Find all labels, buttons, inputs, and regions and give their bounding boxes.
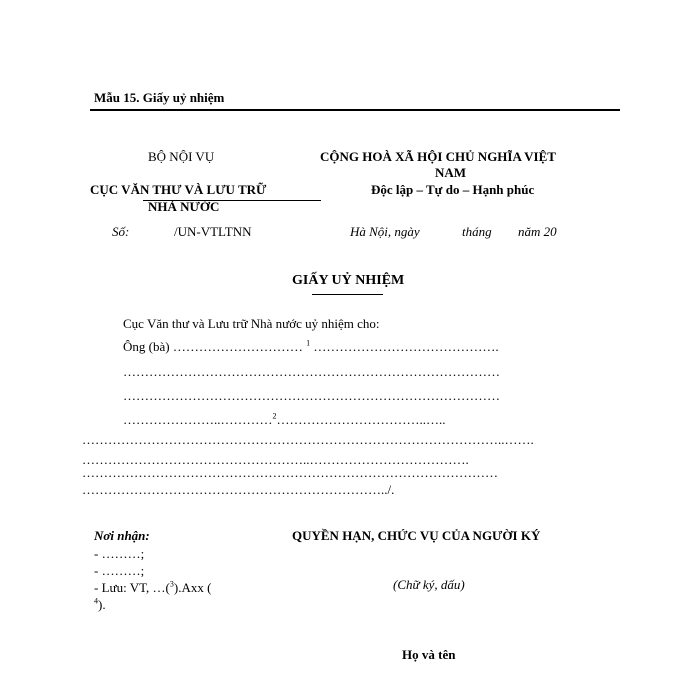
- department-name-line2: NHÀ NƯỚC: [148, 199, 220, 214]
- name-suffix: …………………………………….: [313, 339, 499, 354]
- title-underline: [312, 294, 383, 295]
- item3-end: ).: [98, 597, 106, 612]
- line4-prefix: …………………..…………: [123, 412, 273, 427]
- motto: Độc lập – Tự do – Hạnh phúc: [371, 182, 535, 197]
- name-prefix: Ông (bà) …………………………: [123, 339, 303, 354]
- name-line: [123, 339, 499, 355]
- signer-title: QUYỀN HẠN, CHỨC VỤ CỦA NGƯỜI KÝ: [292, 528, 541, 543]
- national-title: CỘNG HOÀ XÃ HỘI CHỦ NGHĨA VIỆT: [320, 149, 556, 164]
- body-line-2: ……………………………………………………………………………: [123, 364, 500, 379]
- footnote-2: 2: [272, 411, 277, 421]
- body-line-4: [123, 412, 446, 428]
- footnote-4: 4: [94, 596, 98, 606]
- place-date: Hà Nội, ngày: [350, 224, 420, 239]
- item3-prefix: - Lưu: VT, …(: [94, 580, 170, 595]
- recipient-item-3: [94, 580, 211, 596]
- date-year: năm 20: [518, 224, 557, 239]
- national-title-line2: NAM: [435, 165, 467, 180]
- form-label: Mẫu 15. Giấy uỷ nhiệm: [94, 90, 225, 105]
- signature-note: (Chữ ký, dấu): [393, 577, 465, 592]
- body-line-8: ……………………………………………………………../.: [82, 482, 395, 497]
- signer-name: Họ và tên: [402, 647, 456, 662]
- document-title: GIẤY UỶ NHIỆM: [292, 273, 405, 288]
- department-name: CỤC VĂN THƯ VÀ LƯU TRỮ: [90, 182, 267, 197]
- recipient-item-3-end: [94, 597, 106, 613]
- recipients-label: Nơi nhận:: [94, 528, 150, 543]
- line4-suffix: ……………………………..…..: [276, 412, 446, 427]
- item3-suffix: ).Axx (: [173, 580, 212, 595]
- number-label: Số:: [112, 224, 130, 239]
- body-line-7: ……………………………………………………………………………………: [82, 465, 498, 480]
- top-rule: [90, 109, 620, 111]
- body-line-5: ……………………………………………………………………………………..…….: [82, 432, 534, 447]
- ministry-name: BỘ NỘI VỤ: [148, 149, 215, 164]
- date-month: tháng: [462, 224, 492, 239]
- body-line-3: ……………………………………………………………………………: [123, 388, 500, 403]
- intro-text: Cục Văn thư và Lưu trữ Nhà nước uỷ nhiệm cho:: [123, 316, 380, 331]
- number-suffix: /UN-VTLTNN: [174, 224, 252, 239]
- recipient-item-1: - ………;: [94, 546, 145, 561]
- footnote-3: 3: [169, 579, 174, 589]
- body-line-6: ……………………………………………..……………………………….: [82, 452, 469, 467]
- footnote-1: 1: [306, 338, 311, 348]
- recipient-item-2: - ………;: [94, 563, 145, 578]
